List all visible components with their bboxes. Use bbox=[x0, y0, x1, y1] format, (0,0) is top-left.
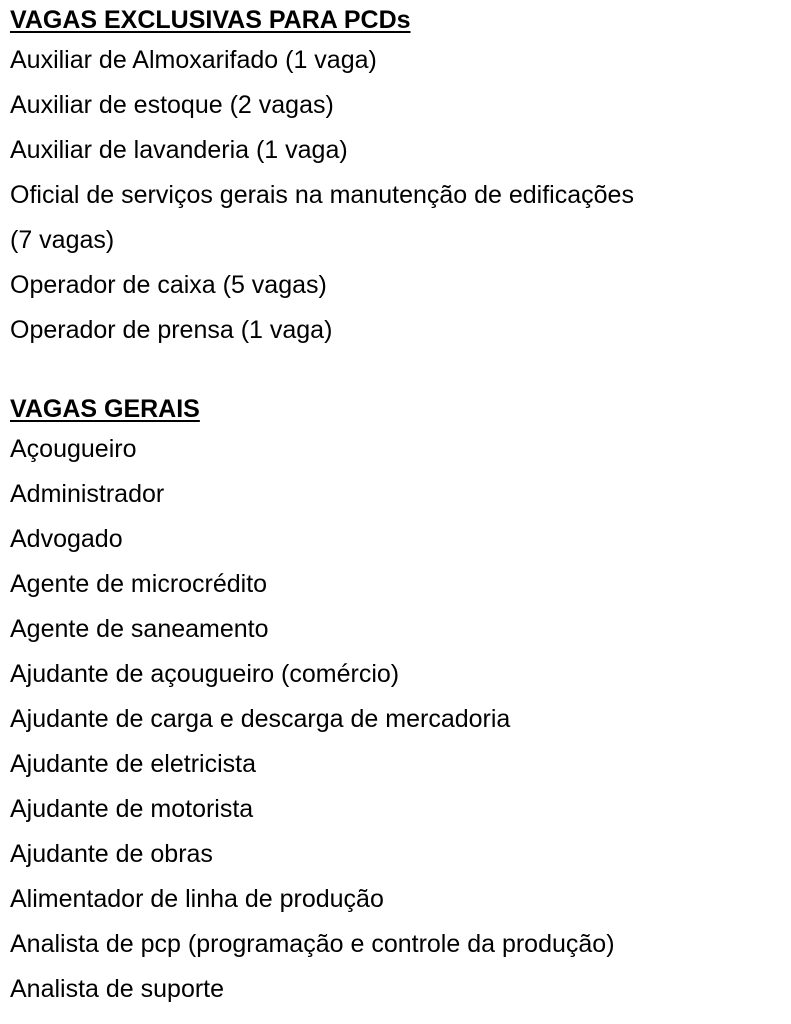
list-item: Ajudante de eletricista bbox=[10, 750, 256, 778]
list-item: Operador de caixa (5 vagas) bbox=[10, 271, 327, 299]
list-item: Oficial de serviços gerais na manutenção de edificações bbox=[10, 181, 634, 209]
list-item: Ajudante de carga e descarga de mercadoria bbox=[10, 705, 511, 733]
section-title-pcd: VAGAS EXCLUSIVAS PARA PCDs bbox=[10, 6, 411, 34]
list-item: Agente de microcrédito bbox=[10, 570, 268, 598]
list-item: Operador de prensa (1 vaga) bbox=[10, 316, 333, 344]
list-item-continuation: (7 vagas) bbox=[10, 226, 115, 254]
list-item: Auxiliar de lavanderia (1 vaga) bbox=[10, 136, 348, 164]
list-item: Administrador bbox=[10, 480, 165, 508]
list-item: Analista de pcp (programação e controle da produção) bbox=[10, 930, 615, 958]
list-item: Ajudante de motorista bbox=[10, 795, 254, 823]
list-item: Auxiliar de Almoxarifado (1 vaga) bbox=[10, 46, 377, 74]
list-item: Auxiliar de estoque (2 vagas) bbox=[10, 91, 334, 119]
list-item: Ajudante de açougueiro (comércio) bbox=[10, 660, 400, 688]
section-general-jobs bbox=[10, 387, 615, 1012]
list-item: Alimentador de linha de produção bbox=[10, 885, 384, 913]
list-item: Agente de saneamento bbox=[10, 615, 269, 643]
section-title-general: VAGAS GERAIS bbox=[10, 395, 200, 423]
list-item: Açougueiro bbox=[10, 435, 137, 463]
list-item: Analista de suporte bbox=[10, 975, 225, 1003]
list-item: Advogado bbox=[10, 525, 123, 553]
section-pcd-jobs bbox=[10, 0, 634, 353]
list-item: Ajudante de obras bbox=[10, 840, 213, 868]
